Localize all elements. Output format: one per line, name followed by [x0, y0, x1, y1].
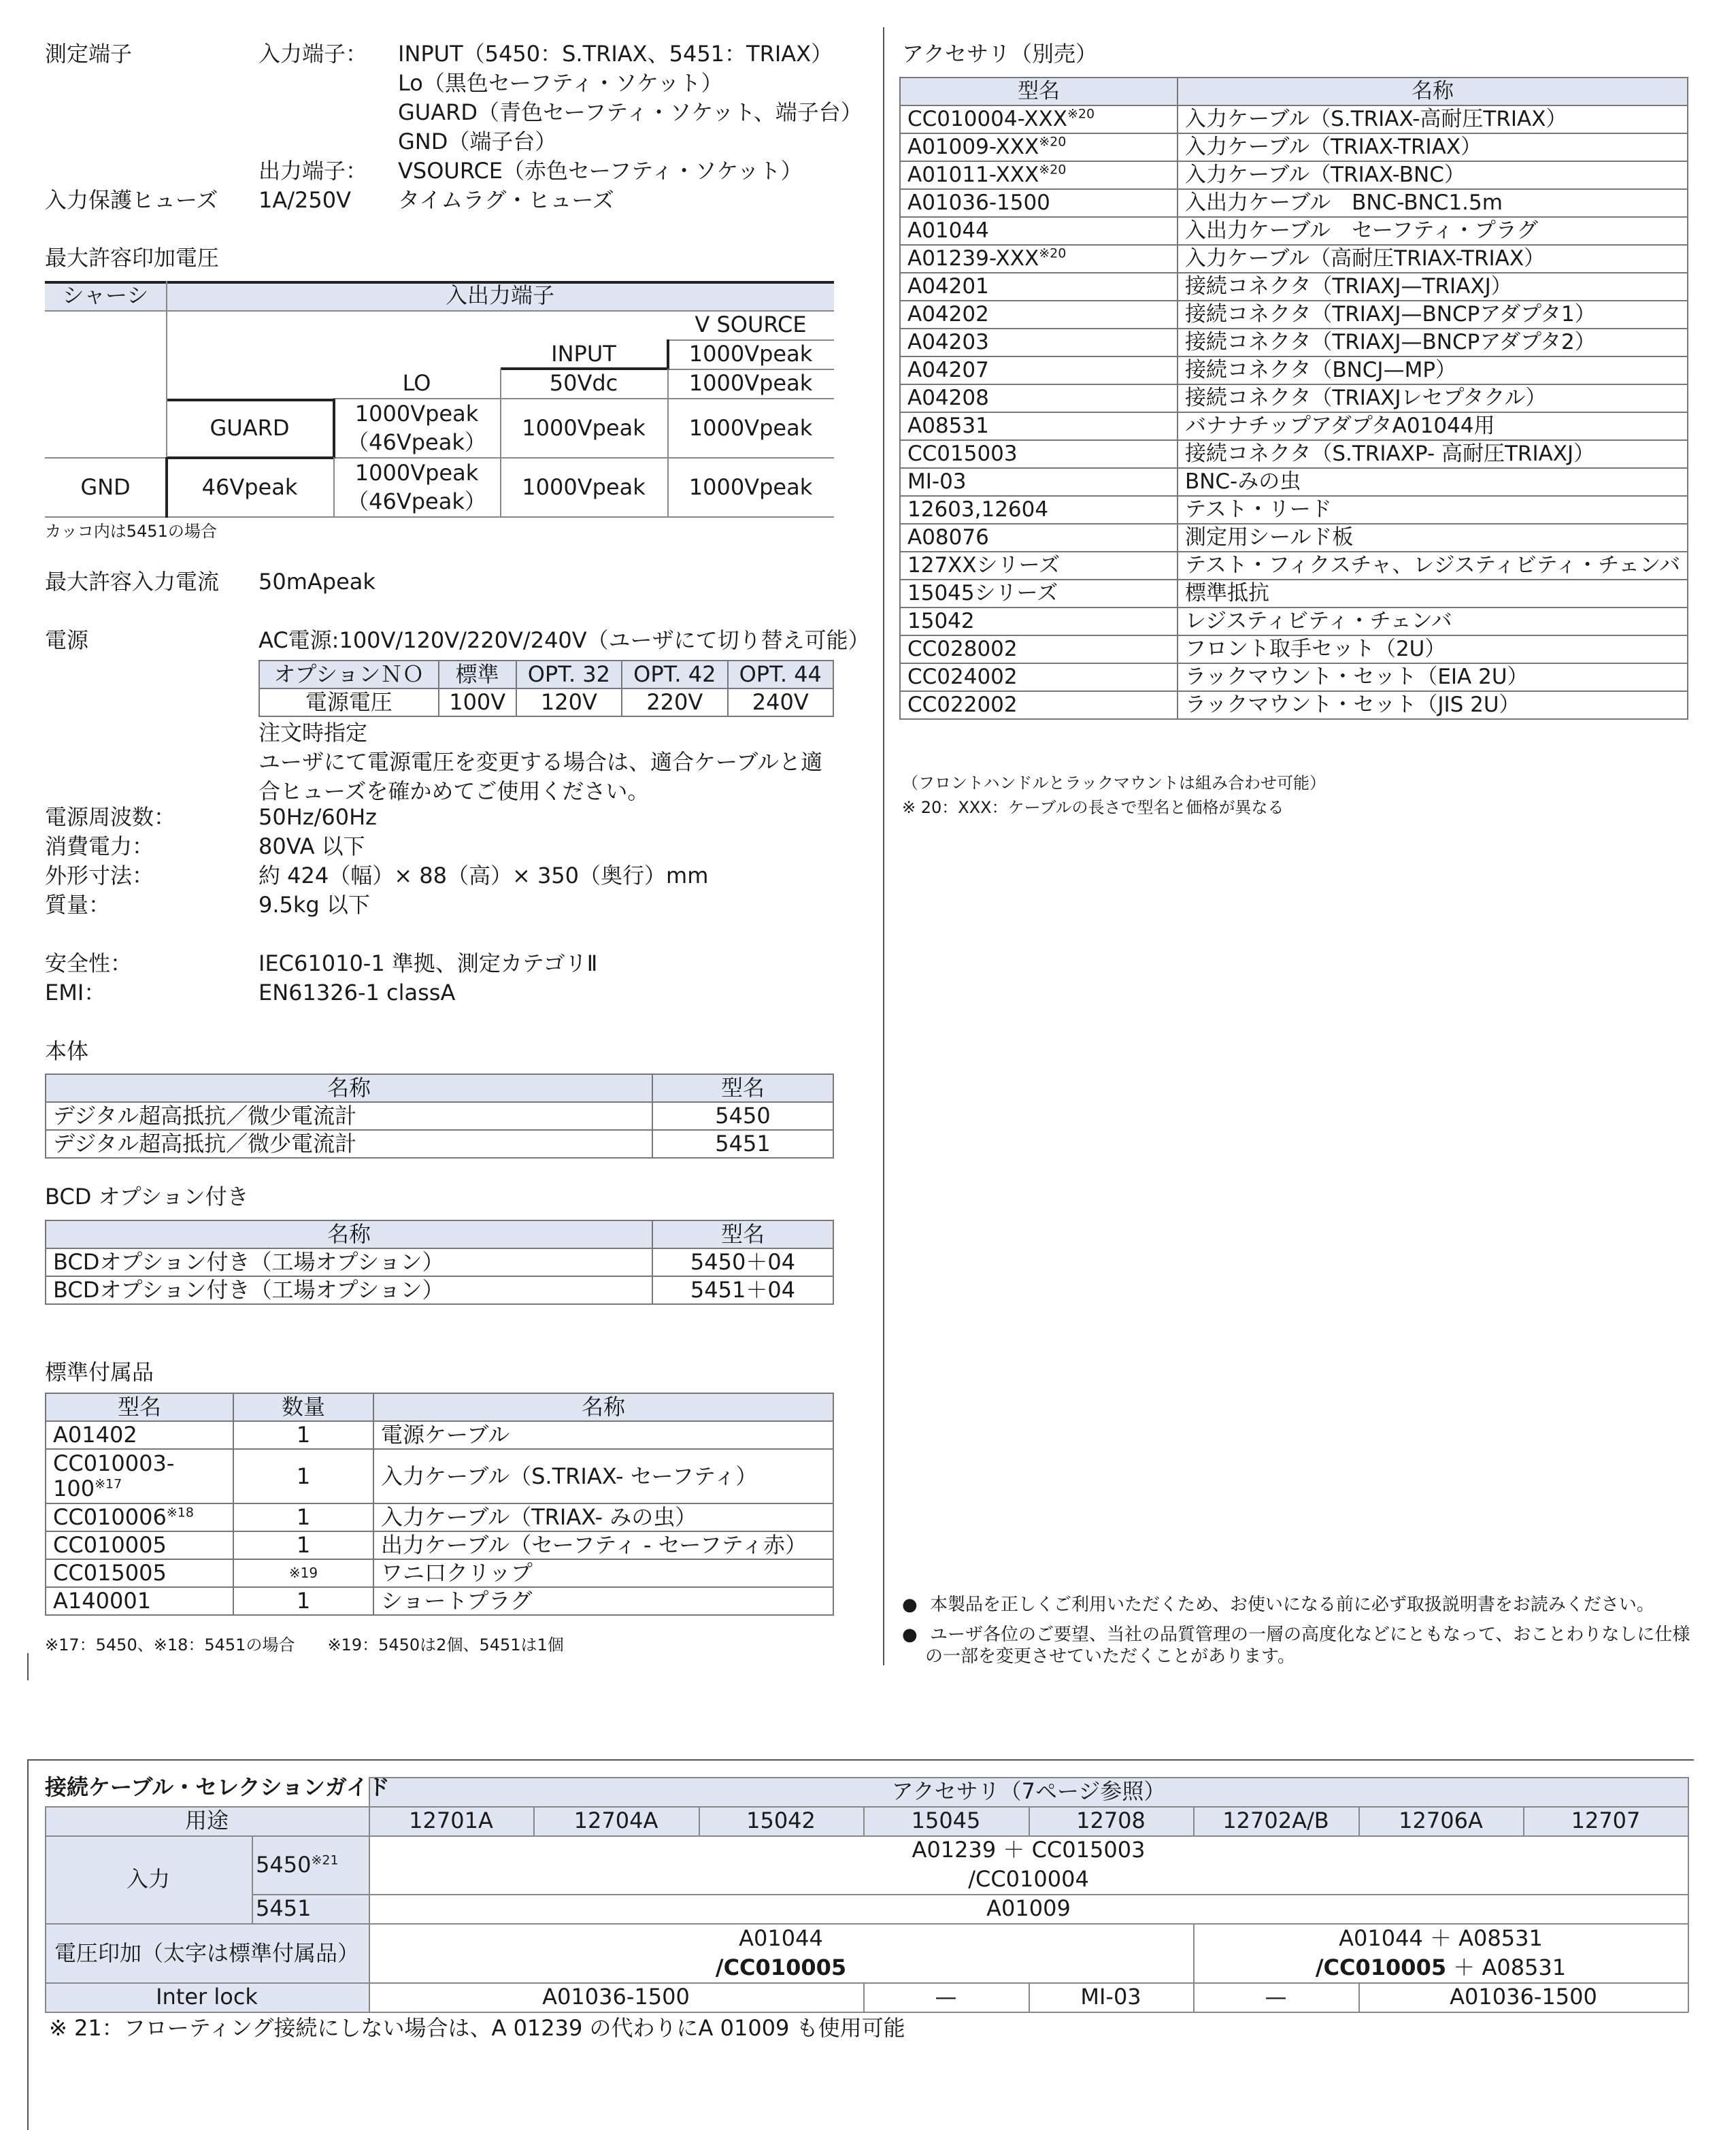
acc-model-text: CC022002: [907, 693, 1018, 717]
acc-model-text: A01036-1500: [907, 190, 1050, 215]
bcd-model-header: 型名: [652, 1220, 833, 1248]
acc-model: [900, 608, 1178, 635]
cell-value: 1000Vpeak: [688, 341, 813, 367]
acc-model: [900, 161, 1178, 189]
table-row: [900, 663, 1688, 691]
acc-model-text: 15045シリーズ: [907, 581, 1058, 605]
table-row: [46, 1503, 833, 1531]
terminals-label: 測定端子: [45, 41, 133, 67]
body-name: デジタル超高抵抗／微少電流計: [46, 1130, 652, 1158]
spec-value: 約 424（幅）× 88（高）× 350（奥行）mm: [258, 863, 709, 888]
std-qty: 1: [233, 1421, 373, 1449]
acc-name: 接続コネクタ（S.TRIAXP- 高耐圧TRIAXJ）: [1178, 440, 1688, 468]
std-name: 入力ケーブル（TRIAX- みの虫）: [373, 1503, 833, 1531]
table-row: [46, 1587, 833, 1615]
bullet-icon: ●: [902, 1625, 918, 1645]
std-qty-header: 数量: [233, 1393, 373, 1421]
std-model: A140001: [46, 1587, 233, 1615]
acc-name: 入力ケーブル（TRIAX-BNC）: [1178, 161, 1688, 189]
body-model: 5450: [652, 1102, 833, 1130]
power-note: 注文時指定: [258, 720, 368, 746]
acc-name: バナナチップアダプタA01044用: [1178, 412, 1688, 440]
std-name: 入力ケーブル（S.TRIAX- セーフティ）: [373, 1449, 833, 1503]
table-row: [900, 189, 1688, 217]
guide-col-header: 12708: [1076, 1808, 1146, 1833]
std-model-header: 型名: [46, 1393, 233, 1421]
cell-value: 46Vpeak: [201, 474, 298, 500]
acc-model-text: A04202: [907, 302, 989, 327]
max-voltage-title: 最大許容印加電圧: [45, 245, 220, 271]
acc-model: [900, 635, 1178, 663]
std-acc-title: 標準付属品: [45, 1359, 154, 1385]
spec-value: 80VA 以下: [258, 833, 365, 859]
acc-model-header: 型名: [900, 78, 1178, 105]
input-line: Lo（黒色セーフティ・ソケット）: [398, 70, 723, 96]
acc-model: [900, 552, 1178, 580]
table-row: [46, 1248, 833, 1276]
max-voltage-table: [45, 281, 834, 519]
acc-model-text: A08076: [907, 525, 989, 550]
guide-cell: A01044 ＋ A08531: [1339, 1925, 1543, 1951]
acc-name: ラックマウント・セット（JIS 2U）: [1178, 691, 1688, 719]
cell-value: 1000Vpeak: [354, 460, 479, 486]
acc-model: [900, 412, 1178, 440]
std-model-text: CC010006: [53, 1504, 167, 1530]
std-qty: ※19: [233, 1559, 373, 1587]
acc-name: 入出力ケーブル セーフティ・プラグ: [1178, 217, 1688, 245]
acc-model-text: A04208: [907, 386, 989, 410]
acc-name: テスト・フィクスチャ、レジスティビティ・チェンバ: [1178, 552, 1688, 580]
accessory-note: ※ 20：XXX：ケーブルの長さで型名と価格が異なる: [902, 798, 1284, 817]
guide-use-header: 用途: [184, 1808, 229, 1833]
acc-model-text: A01239-XXX: [907, 246, 1039, 271]
bcd-model: 5451＋04: [652, 1276, 833, 1304]
guide-cell: A01009: [986, 1895, 1071, 1921]
acc-model-text: 15042: [907, 609, 975, 633]
table-row: [900, 440, 1688, 468]
table-row: [900, 608, 1688, 635]
option-header: 標準: [439, 661, 516, 688]
cell-value: 1000Vpeak: [522, 474, 646, 500]
guide-acc-header: アクセサリ（7ページ参照）: [891, 1778, 1166, 1804]
spec-label: 外形寸法：: [45, 863, 154, 888]
power-note: 合ヒューズを確かめてご使用ください。: [258, 778, 650, 804]
std-model: [46, 1503, 233, 1531]
spec-value: 50Hz/60Hz: [258, 804, 377, 830]
lo-label: LO: [402, 370, 431, 396]
footnote-mark: ※21: [311, 1852, 339, 1868]
guide-col-header: 12707: [1571, 1808, 1641, 1833]
max-voltage-note: カッコ内は5451の場合: [45, 522, 217, 541]
cell-value: （46Vpeak）: [347, 488, 486, 514]
safety-label: 安全性：: [45, 950, 133, 976]
table-row: [900, 105, 1688, 133]
std-qty: 1: [233, 1531, 373, 1559]
cell-value: 1000Vpeak: [522, 415, 646, 441]
std-model-line: CC010003-: [53, 1450, 175, 1476]
table-row: [900, 552, 1688, 580]
vsource-label: V SOURCE: [695, 312, 807, 337]
acc-model: [900, 468, 1178, 496]
std-acc-note: ※17：5450、※18：5451の場合 ※19：5450は2個、5451は1個: [45, 1635, 564, 1654]
bcd-name-header: 名称: [46, 1220, 652, 1248]
io-header: 入出力端子: [445, 282, 554, 308]
acc-model: [900, 105, 1178, 133]
guide-col-header: 12702A/B: [1222, 1808, 1329, 1833]
std-name: ワニ口クリップ: [373, 1559, 833, 1587]
acc-name: 接続コネクタ（BNCJ—MP）: [1178, 356, 1688, 384]
bcd-table: [45, 1220, 834, 1305]
acc-model: [900, 273, 1178, 301]
max-current-label: 最大許容入力電流: [45, 569, 220, 595]
column-divider: [883, 27, 884, 1665]
cell-value: 50Vdc: [549, 370, 618, 396]
acc-name: フロント取手セット（2U）: [1178, 635, 1688, 663]
selection-guide-table: [45, 1774, 1688, 2012]
bcd-name: BCDオプション付き（工場オプション）: [46, 1276, 652, 1304]
acc-name-header: 名称: [1178, 78, 1688, 105]
guide-col-header: 12706A: [1399, 1808, 1483, 1833]
guide-cell-rest: ＋ A08531: [1453, 1954, 1567, 1980]
footnote-mark: ※17: [95, 1476, 122, 1492]
acc-model: [900, 329, 1178, 356]
acc-model: [900, 580, 1178, 608]
table-row: [900, 329, 1688, 356]
guide-col-header: 12704A: [573, 1808, 658, 1833]
bcd-title: BCD オプション付き: [45, 1184, 249, 1210]
acc-name: 接続コネクタ（TRIAXJ—TRIAXJ）: [1178, 273, 1688, 301]
cell-value: 1000Vpeak: [688, 474, 813, 500]
guide-cell: A01044: [739, 1925, 823, 1951]
table-row: [900, 635, 1688, 663]
table-row: [46, 1449, 833, 1503]
acc-name: 入力ケーブル（TRIAX-TRIAX）: [1178, 133, 1688, 161]
input-terminal-label: 入力端子：: [258, 41, 368, 67]
std-name: 出力ケーブル（セーフティ - セーフティ赤）: [373, 1531, 833, 1559]
acc-name: ラックマウント・セット（EIA 2U）: [1178, 663, 1688, 691]
acc-model-text: MI-03: [907, 469, 967, 494]
acc-name: 標準抵抗: [1178, 580, 1688, 608]
acc-name: 入力ケーブル（高耐圧TRIAX-TRIAX）: [1178, 245, 1688, 273]
accessory-title: アクセサリ（別売）: [902, 41, 1098, 67]
safety-value: IEC61010-1 準拠、測定カテゴリⅡ: [258, 950, 598, 976]
guide-col-header: 12701A: [409, 1808, 493, 1833]
table-row: [900, 580, 1688, 608]
std-name-header: 名称: [373, 1393, 833, 1421]
guide-top-divider: [27, 1759, 1694, 1761]
cell-value: 1000Vpeak: [688, 370, 813, 396]
acc-name: レジスティビティ・チェンバ: [1178, 608, 1688, 635]
acc-model-text: A01009-XXX: [907, 135, 1039, 159]
std-model: CC010005: [46, 1531, 233, 1559]
cell-value: （46Vpeak）: [347, 429, 486, 455]
option-cell: 電源電圧: [259, 688, 439, 716]
fuse-type: タイムラグ・ヒューズ: [398, 187, 614, 213]
table-row: [900, 691, 1688, 719]
table-row: [46, 1276, 833, 1304]
std-qty: 1: [233, 1587, 373, 1615]
output-terminal-label: 出力端子：: [258, 158, 368, 184]
acc-model: [900, 217, 1178, 245]
std-qty: 1: [233, 1449, 373, 1503]
gnd-label: GND: [80, 474, 131, 500]
guide-model-5451: 5451: [256, 1895, 312, 1921]
std-model-line: 100: [53, 1476, 95, 1501]
acc-model: [900, 691, 1178, 719]
option-cell: 240V: [728, 688, 833, 716]
table-row: [900, 273, 1688, 301]
footnote-mark: ※20: [1039, 162, 1067, 178]
table-row: [900, 301, 1688, 329]
power-option-table: [258, 660, 834, 717]
spec-label: 電源周波数：: [45, 804, 176, 830]
bcd-name: BCDオプション付き（工場オプション）: [46, 1248, 652, 1276]
power-label: 電源: [45, 627, 89, 653]
guide-cell: A01036-1500: [1450, 1984, 1597, 2010]
table-row: [900, 133, 1688, 161]
guide-voltage-label: 電圧印加（太字は標準付属品）: [54, 1940, 359, 1966]
power-note: ユーザにて電源電圧を変更する場合は、適合ケーブルと適: [258, 749, 823, 775]
guide-cell: A01036-1500: [542, 1984, 690, 2010]
bullet-text: の一部を変更させていただくことがあります。: [925, 1646, 1295, 1667]
std-qty: 1: [233, 1503, 373, 1531]
input-line: GUARD（青色セーフティ・ソケット、端子台）: [398, 99, 863, 125]
guide-cell: MI-03: [1080, 1984, 1141, 2010]
table-row: [46, 1559, 833, 1587]
footnote-mark: ※20: [1039, 134, 1067, 150]
table-row: [900, 356, 1688, 384]
table-row: [46, 1531, 833, 1559]
acc-name: 接続コネクタ（TRIAXJレセプタクル）: [1178, 384, 1688, 412]
footnote-mark: ※20: [1039, 246, 1067, 261]
guide-input-label: 入力: [126, 1866, 170, 1892]
std-model: CC015005: [46, 1559, 233, 1587]
option-cell: 120V: [516, 688, 622, 716]
guide-note: ※ 21：フローティング接続にしない場合は、A 01239 の代わりにA 01009 も使用可能: [49, 2015, 905, 2041]
guide-cell: /CC010004: [968, 1866, 1089, 1892]
guide-cell: A01239 ＋ CC015003: [912, 1837, 1146, 1863]
option-cell: 220V: [622, 688, 727, 716]
input-label: INPUT: [551, 341, 616, 367]
acc-model-text: A01011-XXX: [907, 163, 1039, 187]
acc-model-text: CC010004-XXX: [907, 107, 1067, 131]
table-row: [900, 217, 1688, 245]
guide-cell: —: [1265, 1984, 1287, 2010]
option-header: オプションＮＯ: [259, 661, 439, 688]
cell-value: 1000Vpeak: [688, 415, 813, 441]
column-divider: [27, 1653, 29, 1680]
max-current-value: 50mApeak: [258, 569, 375, 595]
body-model: 5451: [652, 1130, 833, 1158]
acc-name: 測定用シールド板: [1178, 524, 1688, 552]
acc-model: [900, 496, 1178, 524]
option-header: OPT. 32: [516, 661, 622, 688]
acc-model: [900, 663, 1178, 691]
acc-model-text: CC028002: [907, 637, 1018, 661]
acc-model-text: CC024002: [907, 665, 1018, 689]
std-name: ショートプラグ: [373, 1587, 833, 1615]
acc-name: 入出力ケーブル BNC-BNC1.5m: [1178, 189, 1688, 217]
fuse-value: 1A/250V: [258, 187, 351, 213]
body-name: デジタル超高抵抗／微少電流計: [46, 1102, 652, 1130]
acc-name: 入力ケーブル（S.TRIAX-高耐圧TRIAX）: [1178, 105, 1688, 133]
guide-col-header: 15045: [911, 1808, 981, 1833]
acc-model: [900, 440, 1178, 468]
table-row: [900, 161, 1688, 189]
input-line: INPUT（5450：S.TRIAX、5451：TRIAX）: [398, 41, 833, 67]
guide-cell: [1193, 1953, 1688, 1982]
table-row: [900, 245, 1688, 273]
table-row: [900, 496, 1688, 524]
guide-left-divider: [27, 1759, 29, 2130]
acc-model-text: 127XXシリーズ: [907, 553, 1061, 578]
std-name: 電源ケーブル: [373, 1421, 833, 1449]
power-ac: AC電源:100V/120V/220V/240V（ユーザにて切り替え可能）: [258, 627, 870, 653]
body-model-header: 型名: [652, 1074, 833, 1102]
bullet-text: ユーザ各位のご要望、当社の品質管理の一層の高度化などにともなって、おことわりなしに仕様: [929, 1625, 1690, 1645]
table-row: [900, 468, 1688, 496]
acc-model-text: CC015003: [907, 442, 1018, 466]
acc-model: [900, 524, 1178, 552]
acc-model: [900, 133, 1178, 161]
output-terminal-value: VSOURCE（赤色セーフティ・ソケット）: [398, 158, 803, 184]
footnote-mark: ※18: [166, 1505, 194, 1520]
acc-model-text: A01044: [907, 218, 989, 243]
table-row: [46, 1102, 833, 1130]
table-row: [900, 384, 1688, 412]
input-line: GND（端子台）: [398, 129, 557, 154]
option-header: OPT. 44: [728, 661, 833, 688]
body-name-header: 名称: [46, 1074, 652, 1102]
option-header: OPT. 42: [622, 661, 727, 688]
acc-model-text: A08531: [907, 414, 989, 438]
bullet-item: [902, 1592, 1654, 1618]
spec-label: 質量：: [45, 892, 111, 918]
std-acc-table: [45, 1393, 834, 1616]
guide-col-header: 15042: [746, 1808, 816, 1833]
bullet-icon: ●: [902, 1595, 918, 1615]
table-row: [46, 1130, 833, 1158]
acc-model-text: A04201: [907, 274, 989, 299]
acc-name: 接続コネクタ（TRIAXJ—BNCPアダプタ2）: [1178, 329, 1688, 356]
bcd-model: 5450＋04: [652, 1248, 833, 1276]
acc-model: [900, 245, 1178, 273]
guide-title: 接続ケーブル・セレクションガイド: [45, 1774, 390, 1800]
spec-label: 消費電力：: [45, 833, 154, 859]
acc-model: [900, 356, 1178, 384]
acc-model-text: A04203: [907, 330, 989, 354]
acc-model-text: 12603,12604: [907, 497, 1049, 522]
body-table: [45, 1074, 834, 1159]
accessory-table: [899, 77, 1688, 720]
acc-model: [900, 384, 1178, 412]
bullet-text: 本製品を正しくご利用いただくため、お使いになる前に必ず取扱説明書をお読みください。: [929, 1595, 1654, 1615]
guide-cell: —: [935, 1984, 957, 2010]
guard-label: GUARD: [210, 415, 290, 441]
acc-model: [900, 189, 1178, 217]
table-row: [900, 412, 1688, 440]
accessory-note: （フロントハンドルとラックマウントは組み合わせ可能）: [902, 773, 1326, 793]
std-model: A01402: [46, 1421, 233, 1449]
guide-model-5450-text: 5450: [256, 1852, 312, 1878]
std-model: [46, 1449, 233, 1503]
acc-name: テスト・リード: [1178, 496, 1688, 524]
acc-model-text: A04207: [907, 358, 989, 382]
footnote-mark: ※20: [1067, 106, 1095, 122]
guide-cell-bold: /CC010005: [1315, 1954, 1447, 1980]
guide-cell-bold: /CC010005: [715, 1954, 847, 1980]
acc-model: [900, 301, 1178, 329]
body-title: 本体: [45, 1038, 89, 1064]
guide-interlock-label: Inter lock: [156, 1984, 258, 2010]
emi-value: EN61326-1 classA: [258, 980, 456, 1005]
cell-value: 1000Vpeak: [354, 401, 479, 427]
acc-name: BNC-みの虫: [1178, 468, 1688, 496]
fuse-label: 入力保護ヒューズ: [45, 187, 218, 213]
chassis-header: シャーシ: [62, 282, 149, 308]
table-row: [900, 524, 1688, 552]
option-cell: 100V: [439, 688, 516, 716]
emi-label: EMI：: [45, 980, 106, 1005]
guide-model-5450: [256, 1850, 339, 1880]
acc-name: 接続コネクタ（TRIAXJ—BNCPアダプタ1）: [1178, 301, 1688, 329]
spec-value: 9.5kg 以下: [258, 892, 370, 918]
table-row: [46, 1421, 833, 1449]
